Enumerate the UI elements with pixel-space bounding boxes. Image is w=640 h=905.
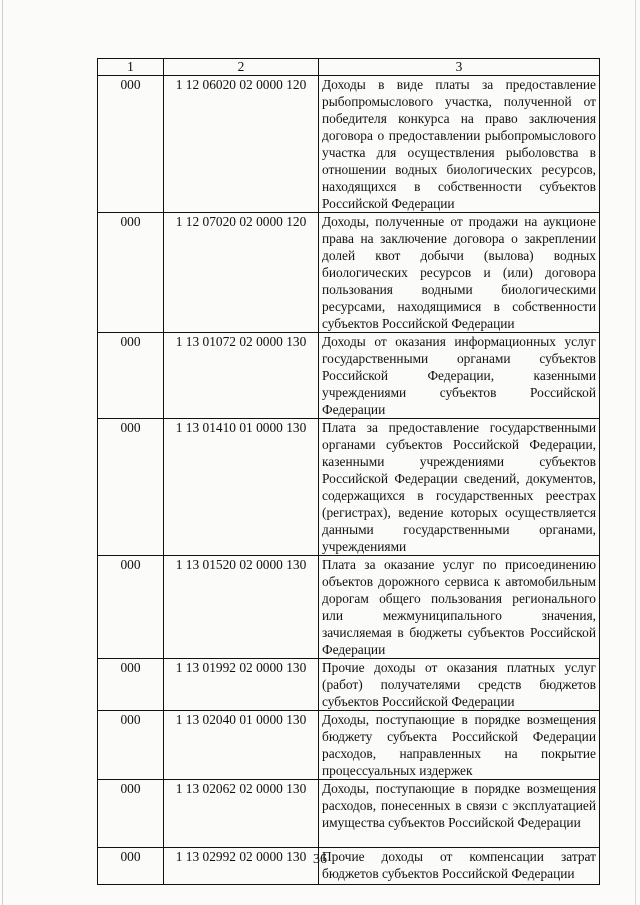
column-header-2: 2 xyxy=(164,59,319,76)
revenue-classification-table xyxy=(97,58,600,885)
scan-edge-left xyxy=(2,0,3,905)
column-header-1: 1 xyxy=(98,59,164,76)
table-row xyxy=(98,419,600,556)
admin-code-cell: 000 xyxy=(98,556,164,659)
table-header-row xyxy=(98,59,600,76)
admin-code-cell: 000 xyxy=(98,213,164,333)
description-cell: Плата за предоставление государственными органами субъектов Российской Федерации, казенными учреждениями субъектов Российской Федерации сведений, документов, содержащихся в государственных реестрах (регистрах), ведение которых осуществляется данными государственными органами, учреждениями xyxy=(319,419,600,556)
admin-code-cell: 000 xyxy=(98,711,164,780)
admin-code-cell: 000 xyxy=(98,780,164,848)
page-number: 36 xyxy=(313,852,327,867)
budget-code-cell: 1 13 01992 02 0000 130 xyxy=(164,659,319,711)
description-cell: Прочие доходы от оказания платных услуг (работ) получателями средств бюджетов субъектов Российской Федерации xyxy=(319,659,600,711)
description-cell: Плата за оказание услуг по присоединению объектов дорожного сервиса к автомобильным дорогам общего пользования регионального или межмуниципального значения, зачисляемая в бюджеты субъектов Российской Федерации xyxy=(319,556,600,659)
description-cell: Прочие доходы от компенсации затрат бюджетов субъектов Российской Федерации xyxy=(319,848,600,885)
budget-code-cell: 1 13 02062 02 0000 130 xyxy=(164,780,319,848)
budget-code-cell: 1 12 06020 02 0000 120 xyxy=(164,76,319,213)
table-row xyxy=(98,711,600,780)
table-row xyxy=(98,659,600,711)
description-cell: Доходы, поступающие в порядке возмещения расходов, понесенных в связи с эксплуатацией имущества субъектов Российской Федерации xyxy=(319,780,600,848)
table-row xyxy=(98,556,600,659)
scan-edge-right xyxy=(635,0,636,905)
description-cell: Доходы от оказания информационных услуг государственными органами субъектов Российской Федерации, казенными учреждениями субъектов Российской Федерации xyxy=(319,333,600,419)
budget-code-cell: 1 12 07020 02 0000 120 xyxy=(164,213,319,333)
admin-code-cell: 000 xyxy=(98,76,164,213)
description-cell: Доходы, поступающие в порядке возмещения бюджету субъекта Российской Федерации расходов, направленных на покрытие процессуальных издержек xyxy=(319,711,600,780)
budget-code-cell: 1 13 02040 01 0000 130 xyxy=(164,711,319,780)
admin-code-cell: 000 xyxy=(98,848,164,885)
admin-code-cell: 000 xyxy=(98,419,164,556)
table-row xyxy=(98,213,600,333)
admin-code-cell: 000 xyxy=(98,333,164,419)
table-row xyxy=(98,780,600,848)
budget-code-cell: 1 13 01520 02 0000 130 xyxy=(164,556,319,659)
column-header-3: 3 xyxy=(319,59,600,76)
table-row xyxy=(98,76,600,213)
table-row xyxy=(98,333,600,419)
description-cell: Доходы в виде платы за предоставление рыбопромыслового участка, полученной от победителя конкурса на право заключения договора о предоставлении рыбопромыслового участка для осуществления рыболовства в отношении водных биологических ресурсов, находящихся в собственности субъектов Российской Федерации xyxy=(319,76,600,213)
description-cell: Доходы, полученные от продажи на аукционе права на заключение договора о закреплении долей квот добычи (вылова) водных биологических ресурсов и (или) договора пользования водными биологическими ресурсами, находящимися в собственности субъектов Российской Федерации xyxy=(319,213,600,333)
budget-code-cell: 1 13 02992 02 0000 130 xyxy=(164,848,319,885)
admin-code-cell: 000 xyxy=(98,659,164,711)
budget-code-cell: 1 13 01410 01 0000 130 xyxy=(164,419,319,556)
budget-code-cell: 1 13 01072 02 0000 130 xyxy=(164,333,319,419)
